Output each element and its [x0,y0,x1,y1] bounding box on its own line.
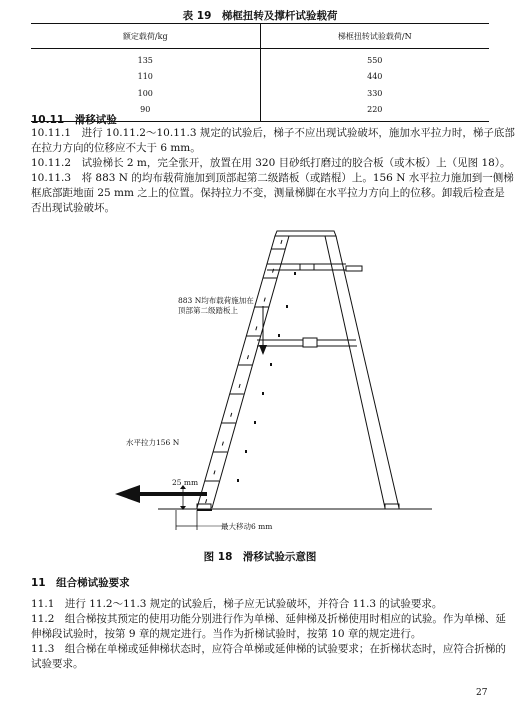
table-cell: 550 [260,49,489,69]
paragraph-10-11-3-line2: 框底部距地面 25 mm 之上的位置。保持拉力不变，测量梯脚在水平拉力方向上的位移。卸载后检查是 [31,187,505,199]
ladder-diagram [0,222,520,547]
figure-move-label: 最大移动6 mm [221,522,273,531]
table-caption: 表 19 梯框扭转及撑杆试验载荷 [182,10,338,22]
paragraph-10-11-1-line2: 在拉力方向的位移应不大于 6 mm。 [31,142,201,154]
table-row [31,85,489,102]
paragraph-11-1: 11.1 进行 11.2～11.3 规定的试验后，梯子应无试验破坏，并符合 11.3 的试验要求。 [31,598,443,610]
table-row [31,69,489,86]
section-heading-11: 11 组合梯试验要求 [31,577,130,589]
paragraph-11-3-line1: 11.3 组合梯在单梯或延伸梯状态时，应符合单梯或延伸梯的试验要求；在折梯状态时，应符合折梯的 [31,643,506,655]
figure-height-label: 25 mm [172,478,199,487]
table-header-rated-load: 额定载荷/kg [31,24,260,49]
paragraph-11-2-line2: 伸梯段试验时，按第 9 章的规定进行。当作为折梯试验时，按第 10 章的规定进行。 [31,628,422,640]
paragraph-11-3-line2: 试验要求。 [31,658,84,670]
paragraph-10-11-3-line1: 10.11.3 将 883 N 的均布载荷施加到顶部起第二级踏板（或踏棍）上。156 N 水平拉力施加到一侧梯 [31,172,514,184]
figure-load-label-line2: 顶部第二级踏板上 [178,306,238,315]
section-heading-10-11: 10.11 滑移试验 [31,114,117,126]
paragraph-11-2-line1: 11.2 组合梯按其预定的使用功能分别进行作为单梯、延伸梯及折梯使用时相应的试验。作为单梯、延 [31,613,506,625]
table-cell: 220 [260,102,489,122]
page-number: 27 [476,688,488,698]
figure-force-label: 水平拉力156 N [126,438,180,447]
paragraph-10-11-3-line3: 否出现试验破坏。 [31,202,115,214]
table-cell: 100 [137,88,153,98]
table-cell: 330 [260,85,489,102]
table-cell: 135 [137,55,153,65]
table-header-torsion-load: 梯框扭转试验载荷/N [260,24,489,49]
figure-caption: 图 18 滑移试验示意图 [203,551,317,563]
table-cell: 440 [260,69,489,86]
figure-load-label-line1: 883 N均布载荷施加在 [178,296,254,305]
paragraph-10-11-2: 10.11.2 试验梯长 2 m，完全张开，放置在用 320 目砂纸打磨过的胶合板（或木板）上（见图 18）。 [31,157,511,169]
paragraph-10-11-1-line1: 10.11.1 进行 10.11.2～10.11.3 规定的试验后，梯子不应出现试验破坏，施加水平拉力时，梯子底部 [31,127,515,139]
table-row [31,49,489,69]
load-table [31,23,489,122]
table-cell: 110 [137,72,153,82]
table-cell: 90 [140,105,151,115]
